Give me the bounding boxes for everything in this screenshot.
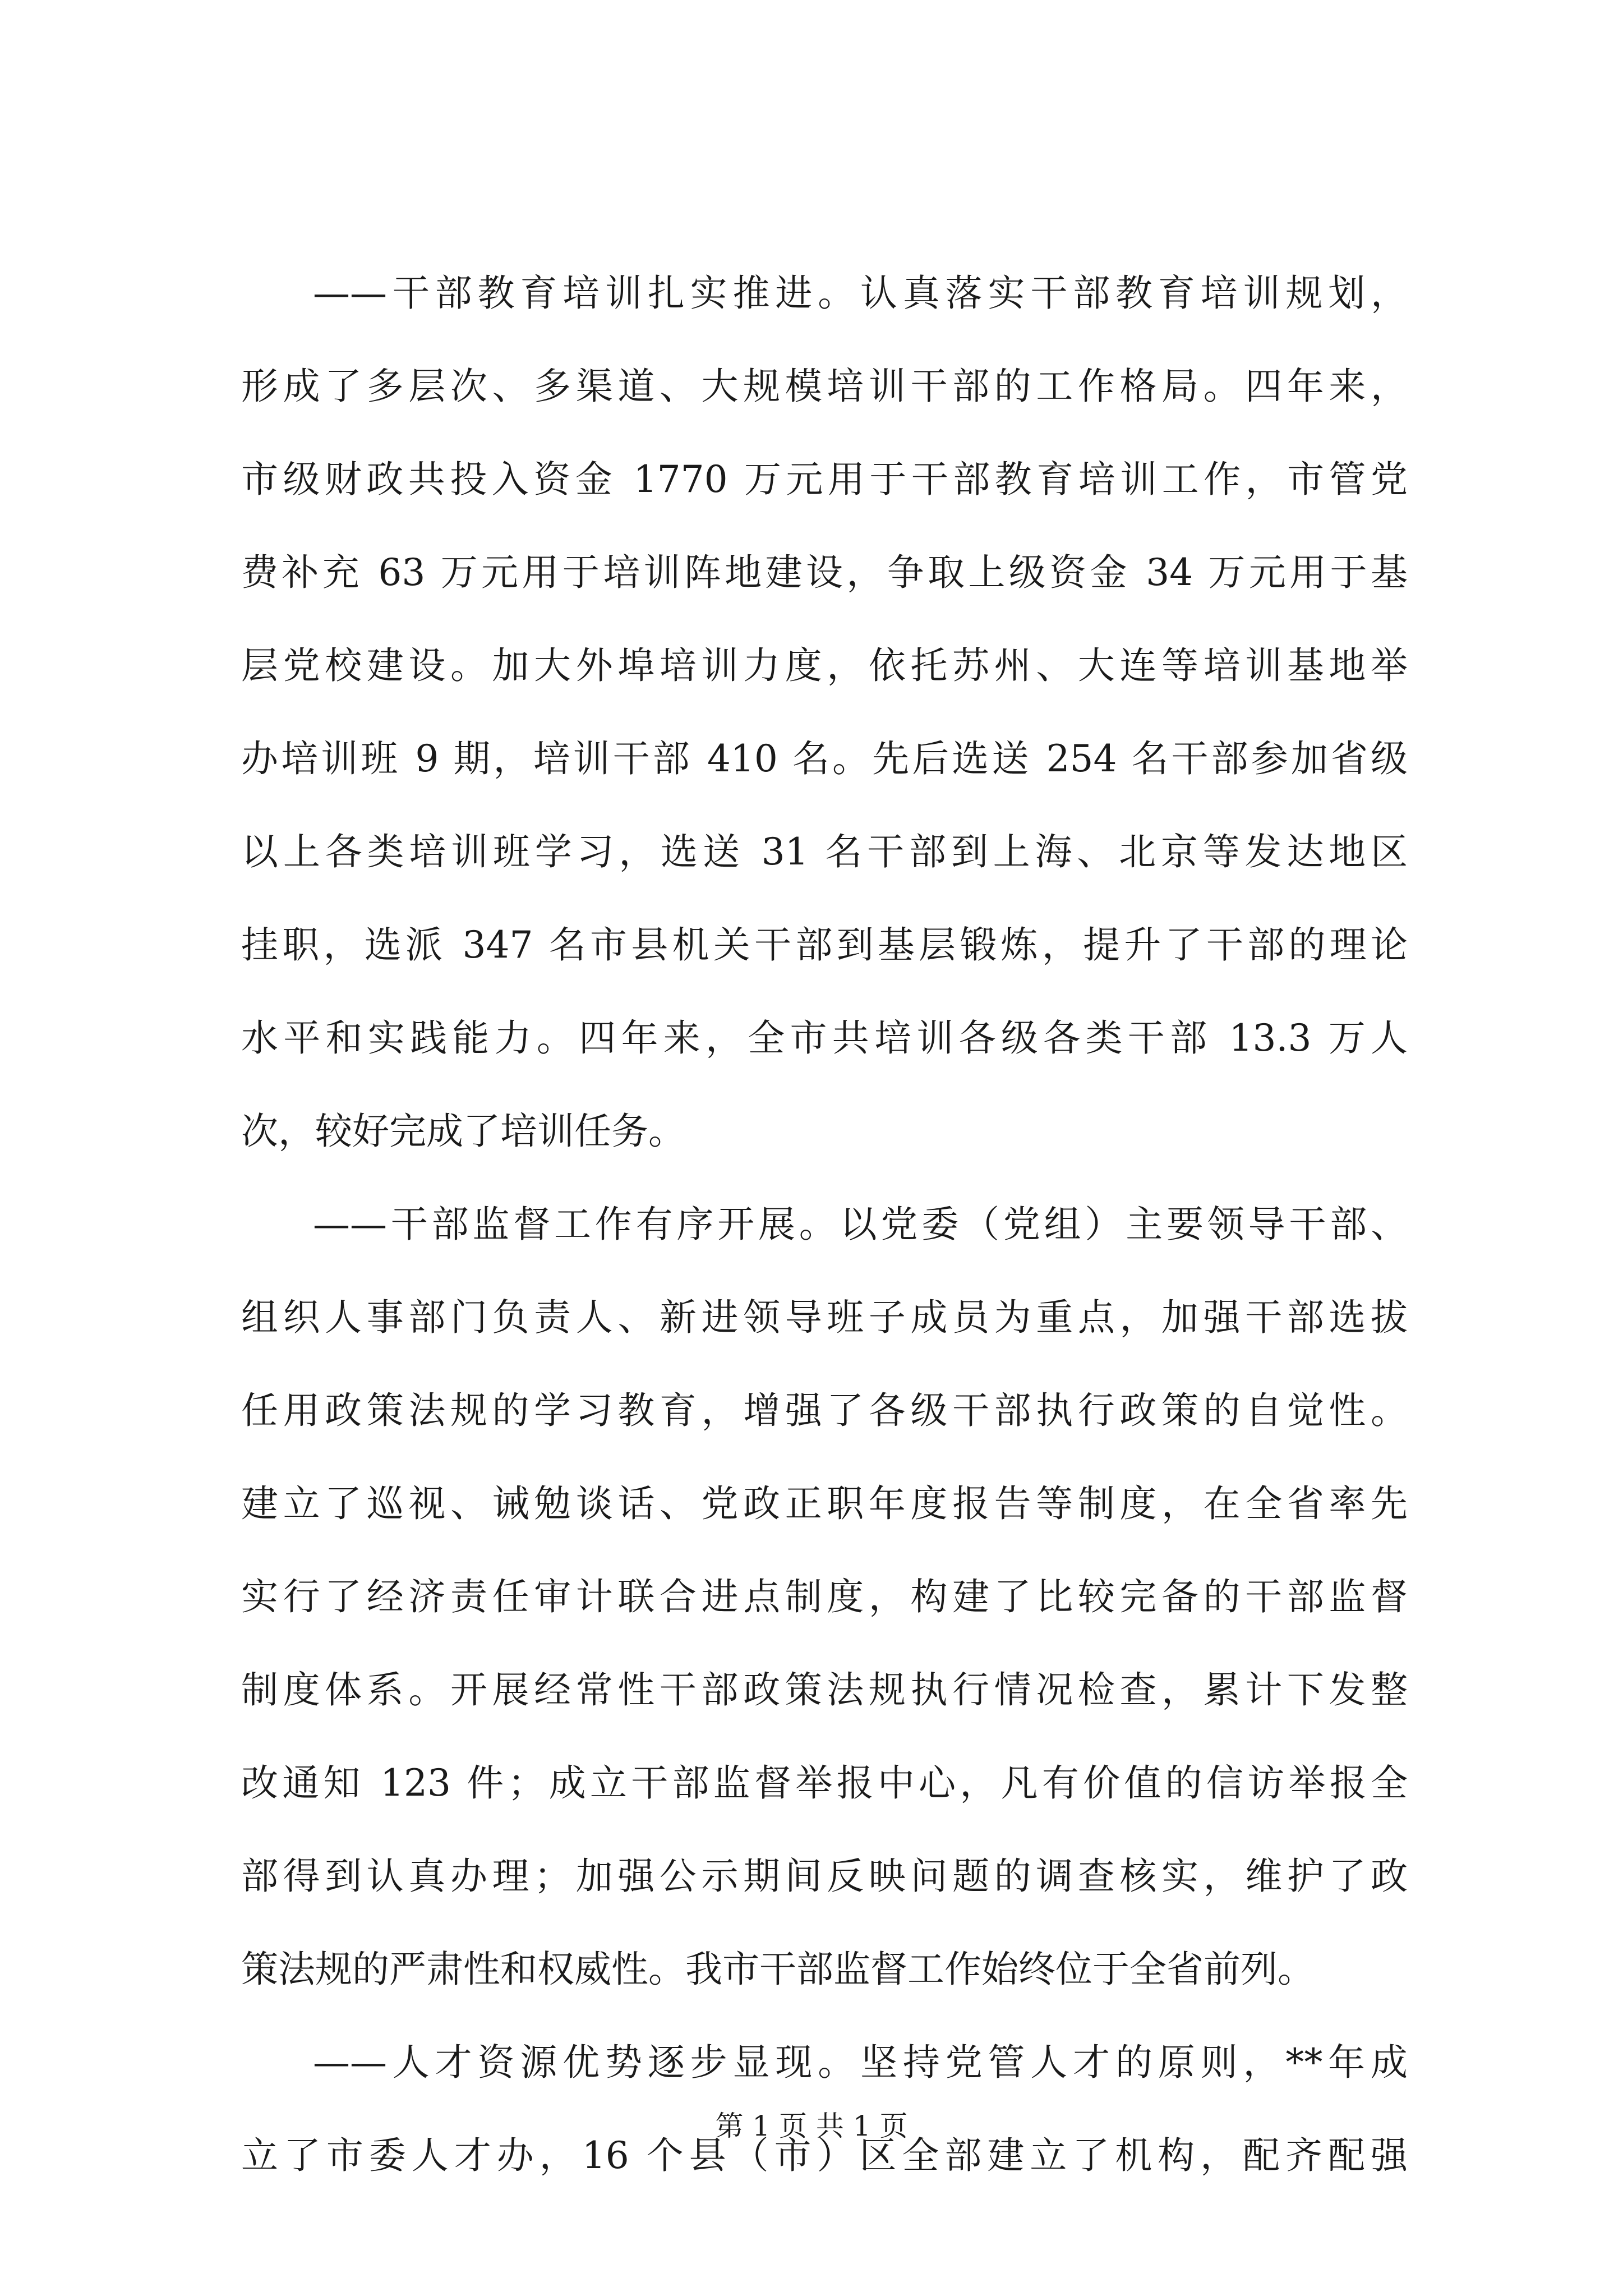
text-line: 建立了巡视、诫勉谈话、党政正职年度报告等制度，在全省率先 — [241, 1482, 1408, 1525]
text-line: 形成了多层次、多渠道、大规模培训干部的工作格局。四年来， — [241, 365, 1408, 408]
page-number-footer: 第 1 页 共 1 页 — [715, 2110, 908, 2142]
text-line: 实行了经济责任审计联合进点制度，构建了比较完备的干部监督 — [241, 1575, 1408, 1618]
text-line: 组织人事部门负责人、新进领导班子成员为重点，加强干部选拔 — [241, 1296, 1408, 1339]
text-line: 挂职，选派 347 名市县机关干部到基层锻炼，提升了干部的理论 — [241, 923, 1408, 967]
text-line: ——人才资源优势逐步显现。坚持党管人才的原则，**年成 — [313, 2041, 1408, 2084]
text-line: 层党校建设。加大外埠培训力度，依托苏州、大连等培训基地举 — [241, 644, 1408, 687]
text-line: 费补充 63 万元用于培训阵地建设，争取上级资金 34 万元用于基 — [241, 551, 1408, 594]
text-line: 以上各类培训班学习，选送 31 名干部到上海、北京等发达地区 — [241, 830, 1408, 873]
text-line: 任用政策法规的学习教育，增强了各级干部执行政策的自觉性。 — [241, 1389, 1408, 1432]
text-line: 立了市委人才办，16 个县（市）区全部建立了机构，配齐配强 — [241, 2134, 1408, 2177]
text-line: ——干部教育培训扎实推进。认真落实干部教育培训规划， — [313, 272, 1408, 315]
text-line: 改通知 123 件；成立干部监督举报中心，凡有价值的信访举报全 — [241, 1761, 1408, 1805]
paragraph-cadre-supervision — [241, 1178, 1408, 2016]
text-line: 制度体系。开展经常性干部政策法规执行情况检查，累计下发整 — [241, 1668, 1408, 1711]
document-body — [241, 247, 1408, 2202]
text-line: 水平和实践能力。四年来，全市共培训各级各类干部 13.3 万人 — [241, 1016, 1408, 1060]
text-line: ——干部监督工作有序开展。以党委（党组）主要领导干部、 — [313, 1203, 1408, 1246]
text-line: 办培训班 9 期，培训干部 410 名。先后选送 254 名干部参加省级 — [241, 737, 1408, 780]
paragraph-cadre-training — [241, 247, 1408, 1178]
text-line: 部得到认真办理；加强公示期间反映问题的调查核实，维护了政 — [241, 1855, 1408, 1898]
text-line: 策法规的严肃性和权威性。我市干部监督工作始终位于全省前列。 — [241, 1948, 1315, 1991]
text-line: 次，较好完成了培训任务。 — [241, 1110, 685, 1153]
text-line: 市级财政共投入资金 1770 万元用于干部教育培训工作，市管党 — [241, 458, 1408, 501]
